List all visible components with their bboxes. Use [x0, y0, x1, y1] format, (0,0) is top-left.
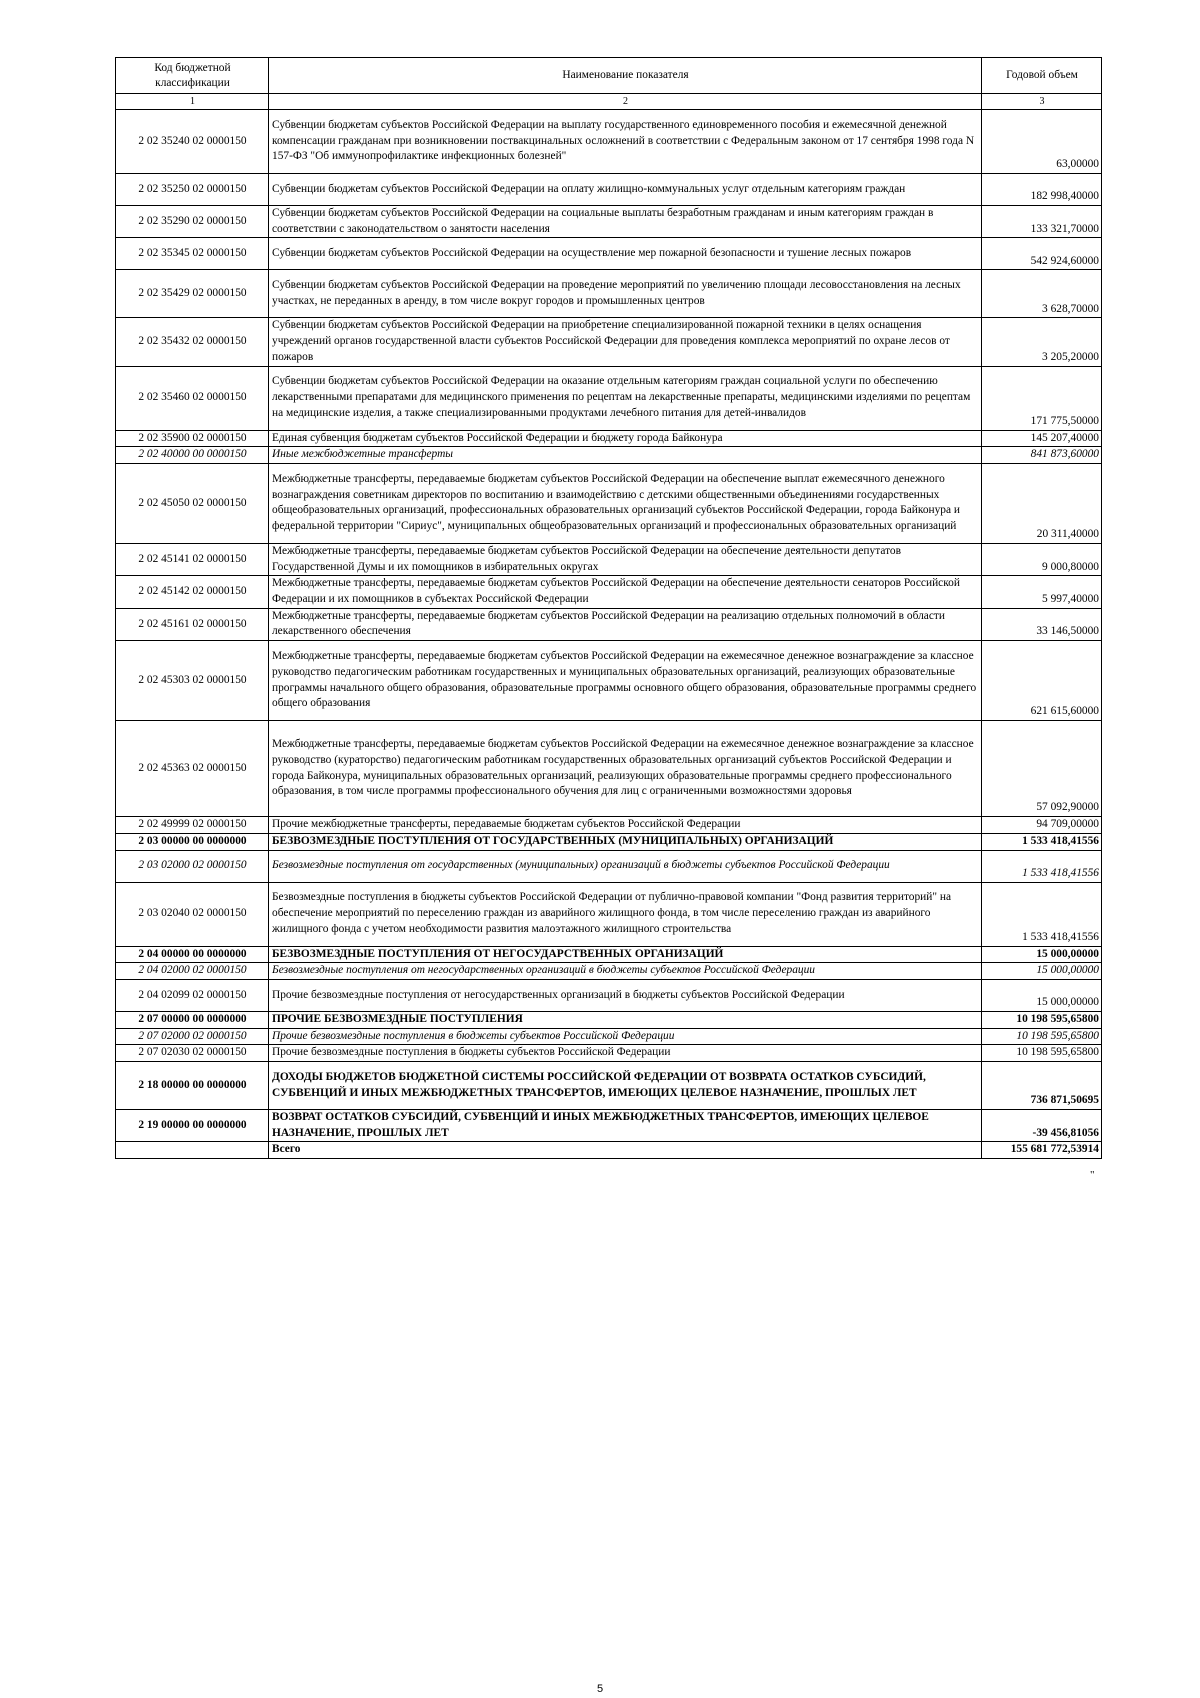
- row-amount: 57 092,90000: [982, 721, 1102, 817]
- row-amount: 10 198 595,65800: [982, 1045, 1102, 1062]
- table-row: [116, 174, 1102, 206]
- row-code: 2 02 45363 02 0000150: [116, 721, 269, 817]
- row-name: Прочие безвозмездные поступления в бюджеты субъектов Российской Федерации: [269, 1028, 982, 1045]
- page-number: 5: [596, 1683, 604, 1695]
- row-amount: 15 000,00000: [982, 979, 1102, 1011]
- row-amount: 63,00000: [982, 110, 1102, 174]
- total-label: Всего: [269, 1142, 982, 1159]
- table-row: [116, 366, 1102, 430]
- header-code: Код бюджетной классификации: [116, 58, 269, 94]
- row-amount: -39 456,81056: [982, 1110, 1102, 1142]
- row-name: Безвозмездные поступления от негосударственных организаций в бюджеты субъектов Российской Федерации: [269, 963, 982, 980]
- row-code: 2 07 02030 02 0000150: [116, 1045, 269, 1062]
- table-row: [116, 608, 1102, 640]
- row-name: Межбюджетные трансферты, передаваемые бюджетам субъектов Российской Федерации на обеспечение выплат ежемесячного денежного вознаграждения советникам директоров по воспитанию и взаимодействию с детскими общественными объединениями государственных общеобразовательных организаций, профессиональных образовательных организаций субъектов Российской Федерации, города Байконура и федеральной территории "Сириус", муниципальных общеобразовательных организаций и профессиональных образовательных организаций: [269, 463, 982, 543]
- header-amount: Годовой объем: [982, 58, 1102, 94]
- table-row: [116, 447, 1102, 464]
- row-amount: 1 533 418,41556: [982, 833, 1102, 850]
- table-row: [116, 1028, 1102, 1045]
- row-code: 2 03 02000 02 0000150: [116, 850, 269, 882]
- row-amount: 1 533 418,41556: [982, 850, 1102, 882]
- table-row: [116, 318, 1102, 366]
- row-name: ДОХОДЫ БЮДЖЕТОВ БЮДЖЕТНОЙ СИСТЕМЫ РОССИЙСКОЙ ФЕДЕРАЦИИ ОТ ВОЗВРАТА ОСТАТКОВ СУБСИДИЙ, СУБВЕНЦИЙ И ИНЫХ МЕЖБЮДЖЕТНЫХ ТРАНСФЕРТОВ, ИМЕЮЩИХ ЦЕЛЕВОЕ НАЗНАЧЕНИЕ, ПРОШЛЫХ ЛЕТ: [269, 1062, 982, 1110]
- row-code: 2 04 00000 00 0000000: [116, 946, 269, 963]
- table-row: [116, 641, 1102, 721]
- table-row: [116, 543, 1102, 575]
- row-name: ПРОЧИЕ БЕЗВОЗМЕЗДНЫЕ ПОСТУПЛЕНИЯ: [269, 1011, 982, 1028]
- row-code: 2 02 35250 02 0000150: [116, 174, 269, 206]
- row-code: 2 04 02000 02 0000150: [116, 963, 269, 980]
- row-code: 2 02 45050 02 0000150: [116, 463, 269, 543]
- row-name: Субвенции бюджетам субъектов Российской Федерации на приобретение специализированной пожарной техники в целях оснащения учреждений органов государственной власти субъектов Российской Федерации для проведения комплекса мероприятий по охране лесов от пожаров: [269, 318, 982, 366]
- row-code: 2 03 02040 02 0000150: [116, 882, 269, 946]
- row-amount: 15 000,00000: [982, 946, 1102, 963]
- total-row: [116, 1142, 1102, 1159]
- row-code: 2 02 35429 02 0000150: [116, 270, 269, 318]
- table-row: [116, 1062, 1102, 1110]
- row-name: Прочие межбюджетные трансферты, передаваемые бюджетам субъектов Российской Федерации: [269, 817, 982, 834]
- row-name: Прочие безвозмездные поступления от негосударственных организаций в бюджеты субъектов Российской Федерации: [269, 979, 982, 1011]
- row-amount: 171 775,50000: [982, 366, 1102, 430]
- row-amount: 621 615,60000: [982, 641, 1102, 721]
- table-row: [116, 817, 1102, 834]
- column-number: 2: [269, 94, 982, 110]
- row-amount: 182 998,40000: [982, 174, 1102, 206]
- table-row: [116, 882, 1102, 946]
- table-row: [116, 721, 1102, 817]
- row-code: 2 02 35460 02 0000150: [116, 366, 269, 430]
- row-name: Субвенции бюджетам субъектов Российской Федерации на проведение мероприятий по увеличению площади лесовосстановления на лесных участках, не переданных в аренду, в том числе вокруг городов и промышленных центров: [269, 270, 982, 318]
- row-code: 2 02 45142 02 0000150: [116, 576, 269, 608]
- row-amount: 1 533 418,41556: [982, 882, 1102, 946]
- row-amount: 15 000,00000: [982, 963, 1102, 980]
- row-name: Межбюджетные трансферты, передаваемые бюджетам субъектов Российской Федерации на обеспечение деятельности сенаторов Российской Федерации и их помощников в субъектах Российской Федерации: [269, 576, 982, 608]
- table-row: [116, 110, 1102, 174]
- total-code: [116, 1142, 269, 1159]
- row-amount: 94 709,00000: [982, 817, 1102, 834]
- table-row: [116, 270, 1102, 318]
- row-amount: 5 997,40000: [982, 576, 1102, 608]
- row-name: Субвенции бюджетам субъектов Российской Федерации на выплату государственного единовременного пособия и ежемесячной денежной компенсации гражданам при возникновении поствакцинальных осложнений в соответствии с Федеральным законом от 17 сентября 1998 года N 157-ФЗ "Об иммунопрофилактике инфекционных болезней": [269, 110, 982, 174]
- row-code: 2 02 45161 02 0000150: [116, 608, 269, 640]
- row-amount: 3 628,70000: [982, 270, 1102, 318]
- row-name: ВОЗВРАТ ОСТАТКОВ СУБСИДИЙ, СУБВЕНЦИЙ И ИНЫХ МЕЖБЮДЖЕТНЫХ ТРАНСФЕРТОВ, ИМЕЮЩИХ ЦЕЛЕВОЕ НАЗНАЧЕНИЕ, ПРОШЛЫХ ЛЕТ: [269, 1110, 982, 1142]
- row-name: Единая субвенция бюджетам субъектов Российской Федерации и бюджету города Байконура: [269, 430, 982, 447]
- row-name: БЕЗВОЗМЕЗДНЫЕ ПОСТУПЛЕНИЯ ОТ ГОСУДАРСТВЕННЫХ (МУНИЦИПАЛЬНЫХ) ОРГАНИЗАЦИЙ: [269, 833, 982, 850]
- row-amount: 3 205,20000: [982, 318, 1102, 366]
- row-code: 2 02 35290 02 0000150: [116, 206, 269, 238]
- column-number: 3: [982, 94, 1102, 110]
- closing-quote: ": [1090, 1169, 1095, 1181]
- table-row: [116, 833, 1102, 850]
- total-amount: 155 681 772,53914: [982, 1142, 1102, 1159]
- table-row: [116, 576, 1102, 608]
- row-code: 2 02 35432 02 0000150: [116, 318, 269, 366]
- row-name: Прочие безвозмездные поступления в бюджеты субъектов Российской Федерации: [269, 1045, 982, 1062]
- row-name: Межбюджетные трансферты, передаваемые бюджетам субъектов Российской Федерации на ежемесячное денежное вознаграждение за классное руководство (кураторство) педагогическим работникам государственных образовательных организаций субъектов Российской Федерации и города Байконура, муниципальных образовательных организаций, реализующих образовательные программы среднего профессионального образования, в том числе программы профессионального обучения для лиц с ограниченными возможностями здоровья: [269, 721, 982, 817]
- row-amount: 10 198 595,65800: [982, 1011, 1102, 1028]
- header-name: Наименование показателя: [269, 58, 982, 94]
- table-row: [116, 850, 1102, 882]
- row-code: 2 03 00000 00 0000000: [116, 833, 269, 850]
- row-name: Субвенции бюджетам субъектов Российской Федерации на осуществление мер пожарной безопасности и тушение лесных пожаров: [269, 238, 982, 270]
- table-row: [116, 1011, 1102, 1028]
- row-name: Субвенции бюджетам субъектов Российской Федерации на оказание отдельным категориям граждан социальной услуги по обеспечению лекарственными препаратами для медицинского применения по рецептам на лекарственные препараты, медицинскими изделиями по рецептам на медицинские изделия, а также специализированными продуктами лечебного питания для детей-инвалидов: [269, 366, 982, 430]
- row-amount: 145 207,40000: [982, 430, 1102, 447]
- table-row: [116, 946, 1102, 963]
- row-name: Субвенции бюджетам субъектов Российской Федерации на оплату жилищно-коммунальных услуг отдельным категориям граждан: [269, 174, 982, 206]
- row-code: 2 04 02099 02 0000150: [116, 979, 269, 1011]
- table-header-row: [116, 58, 1102, 94]
- budget-table: [115, 57, 1102, 1159]
- row-amount: 736 871,50695: [982, 1062, 1102, 1110]
- row-amount: 542 924,60000: [982, 238, 1102, 270]
- row-name: Субвенции бюджетам субъектов Российской Федерации на социальные выплаты безработным гражданам и иным категориям граждан в соответствии с законодательством о занятости населения: [269, 206, 982, 238]
- table-row: [116, 979, 1102, 1011]
- row-name: Безвозмездные поступления от государственных (муниципальных) организаций в бюджеты субъектов Российской Федерации: [269, 850, 982, 882]
- table-body: [116, 58, 1102, 1159]
- row-code: 2 02 49999 02 0000150: [116, 817, 269, 834]
- row-code: 2 18 00000 00 0000000: [116, 1062, 269, 1110]
- row-name: БЕЗВОЗМЕЗДНЫЕ ПОСТУПЛЕНИЯ ОТ НЕГОСУДАРСТВЕННЫХ ОРГАНИЗАЦИЙ: [269, 946, 982, 963]
- table-row: [116, 206, 1102, 238]
- row-code: 2 07 02000 02 0000150: [116, 1028, 269, 1045]
- row-name: Межбюджетные трансферты, передаваемые бюджетам субъектов Российской Федерации на обеспечение деятельности депутатов Государственной Думы и их помощников в избирательных округах: [269, 543, 982, 575]
- table-row: [116, 238, 1102, 270]
- row-amount: 33 146,50000: [982, 608, 1102, 640]
- row-amount: 133 321,70000: [982, 206, 1102, 238]
- table-row: [116, 963, 1102, 980]
- row-code: 2 02 35240 02 0000150: [116, 110, 269, 174]
- row-name: Межбюджетные трансферты, передаваемые бюджетам субъектов Российской Федерации на ежемесячное денежное вознаграждение за классное руководство педагогическим работникам государственных и муниципальных образовательных организаций, реализующих образовательные программы начального общего образования, образовательные программы основного общего образования, образовательные программы среднего общего образования: [269, 641, 982, 721]
- table-row: [116, 1110, 1102, 1142]
- column-number: 1: [116, 94, 269, 110]
- row-code: 2 02 45141 02 0000150: [116, 543, 269, 575]
- table-row: [116, 1045, 1102, 1062]
- row-code: 2 02 40000 00 0000150: [116, 447, 269, 464]
- row-code: 2 02 45303 02 0000150: [116, 641, 269, 721]
- row-code: 2 02 35345 02 0000150: [116, 238, 269, 270]
- row-amount: 841 873,60000: [982, 447, 1102, 464]
- row-code: 2 07 00000 00 0000000: [116, 1011, 269, 1028]
- row-name: Иные межбюджетные трансферты: [269, 447, 982, 464]
- row-name: Межбюджетные трансферты, передаваемые бюджетам субъектов Российской Федерации на реализацию отдельных полномочий в области лекарственного обеспечения: [269, 608, 982, 640]
- table-row: [116, 463, 1102, 543]
- row-amount: 9 000,80000: [982, 543, 1102, 575]
- row-amount: 10 198 595,65800: [982, 1028, 1102, 1045]
- table-row: [116, 430, 1102, 447]
- row-amount: 20 311,40000: [982, 463, 1102, 543]
- column-number-row: [116, 94, 1102, 110]
- row-code: 2 02 35900 02 0000150: [116, 430, 269, 447]
- row-code: 2 19 00000 00 0000000: [116, 1110, 269, 1142]
- row-name: Безвозмездные поступления в бюджеты субъектов Российской Федерации от публично-правовой компании "Фонд развития территорий" на обеспечение мероприятий по переселению граждан из аварийного жилищного фонда, в том числе переселению граждан из аварийного жилищного фонда с учетом необходимости развития малоэтажного жилищного строительства: [269, 882, 982, 946]
